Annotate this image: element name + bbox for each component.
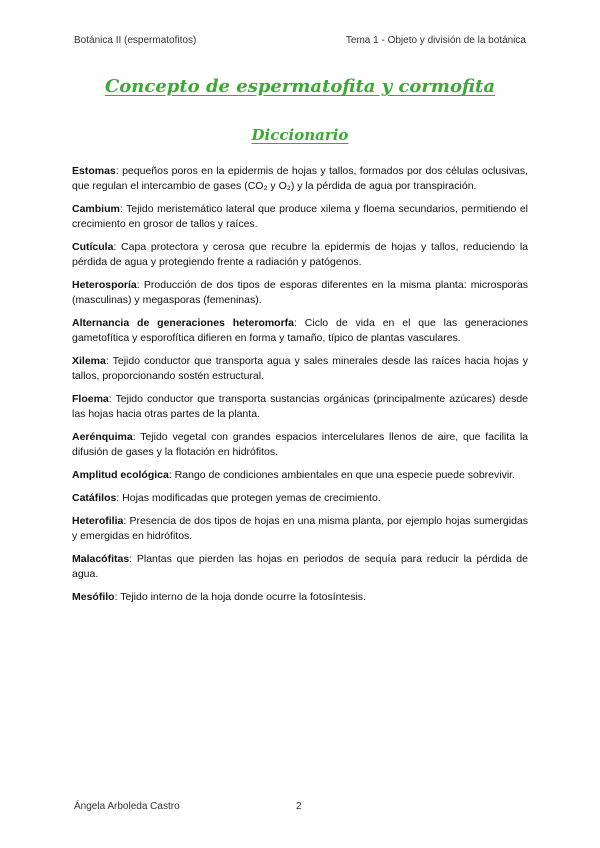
header-right: Tema 1 - Objeto y división de la botánica	[345, 35, 526, 46]
entry-definition: : Tejido vegetal con grandes espacios intercelulares llenos de aire, que facilita la difusión de gases y la flotación en hidrófitos.	[72, 431, 528, 458]
entry-term: Heterosporía	[72, 279, 137, 291]
glossary-entry	[72, 278, 528, 308]
entry-term: Amplitud ecológica	[72, 469, 169, 481]
entry-definition: : Tejido conductor que transporta sustancias orgánicas (principalmente azúcares) desde las hojas hacia otras partes de la planta.	[72, 393, 528, 420]
entry-definition: : Hojas modificadas que protegen yemas de crecimiento.	[116, 492, 381, 504]
glossary-entry	[72, 514, 528, 544]
entry-definition: : Presencia de dos tipos de hojas en una misma planta, por ejemplo hojas sumergidas y emergidas en hidrófitos.	[72, 515, 528, 542]
header-left: Botánica II (espermatofitos)	[74, 35, 197, 46]
glossary-entry	[72, 392, 528, 422]
entry-term: Mesófilo	[72, 591, 115, 603]
glossary-entry	[72, 552, 528, 582]
entry-definition: : Ciclo de vida en el que las generaciones gametofítica y esporofítica difieren en forma y tamaño, típico de plantas vasculares.	[72, 317, 529, 344]
entry-definition: : Plantas que pierden las hojas en periodos de sequía para reducir la pérdida de agua.	[72, 553, 528, 580]
section-subtitle: Diccionario	[251, 126, 349, 144]
entry-term: Aerénquima	[72, 431, 133, 443]
glossary-entry	[72, 430, 528, 460]
entry-definition: : Tejido conductor que transporta agua y sales minerales desde las raíces hacia hojas y tallos, proporcionando sostén estructural.	[72, 355, 528, 382]
entry-definition: : Tejido interno de la hoja donde ocurre la fotosíntesis.	[114, 591, 366, 603]
entry-term: Catáfilos	[72, 492, 117, 504]
entry-term: Floema	[72, 393, 109, 405]
glossary-entry	[72, 164, 528, 194]
page-title: Concepto de espermatofita y cormofita	[104, 76, 496, 97]
page-number: 2	[296, 801, 302, 812]
glossary-entry	[72, 590, 528, 605]
entry-term: Alternancia de generaciones heteromorfa	[72, 317, 295, 329]
entry-term: Cutícula	[72, 241, 114, 253]
entry-term: Estomas	[72, 165, 116, 177]
glossary-entry	[72, 491, 528, 506]
entry-definition: : Tejido meristemático lateral que produce xilema y floema secundarios, permitiendo el crecimiento en grosor de tallos y raíces.	[72, 203, 528, 230]
entry-definition: : Rango de condiciones ambientales en que una especie puede sobrevivir.	[168, 469, 515, 481]
footer-author: Ángela Arboleda Castro	[74, 801, 180, 812]
page-header	[74, 35, 526, 46]
glossary-list	[72, 164, 528, 613]
glossary-entry	[72, 354, 528, 384]
entry-definition: : Producción de dos tipos de esporas diferentes en la misma planta: microsporas (masculinas) y megasporas (femeninas).	[72, 279, 528, 306]
glossary-entry	[72, 240, 528, 270]
entry-term: Cambium	[72, 203, 120, 215]
entry-term: Xilema	[72, 355, 106, 367]
glossary-entry	[72, 468, 528, 483]
entry-definition: : pequeños poros en la epidermis de hojas y tallos, formados por dos células oclusivas, que regulan el intercambio de gases (CO₂ y O₂) y la pérdida de agua por transpiración.	[72, 165, 528, 192]
entry-term: Heterofilia	[72, 515, 124, 527]
glossary-entry	[72, 316, 528, 346]
glossary-entry	[72, 202, 528, 232]
entry-definition: : Capa protectora y cerosa que recubre la epidermis de hojas y tallos, reduciendo la pérdida de agua y protegiendo frente a radiación y patógenos.	[72, 241, 528, 268]
entry-term: Malacófitas	[72, 553, 130, 565]
